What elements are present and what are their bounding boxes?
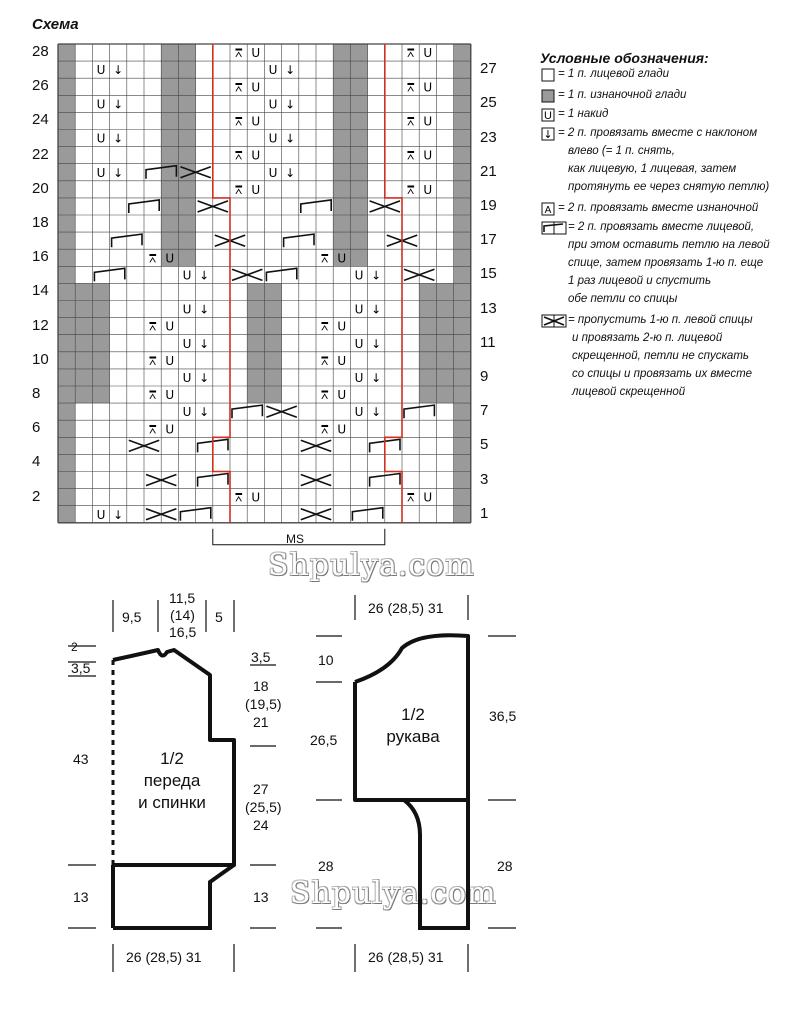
yarn-over-icon: U xyxy=(423,182,433,197)
double-decrease-icon: ⩞ xyxy=(320,422,329,437)
ssk-icon: ↓ xyxy=(285,63,296,78)
yarn-over-icon: U xyxy=(96,131,106,146)
purl-cell xyxy=(58,454,75,471)
ssk-icon: ↓ xyxy=(371,371,382,385)
ssk-icon: ↓ xyxy=(113,97,124,112)
double-decrease-icon: ⩞ xyxy=(406,182,415,197)
legend-line: влево (= 1 п. снять, xyxy=(568,145,675,157)
double-decrease-icon: ⩞ xyxy=(406,46,415,61)
yarn-over-icon: U xyxy=(165,388,175,403)
double-decrease-icon: ⩞ xyxy=(234,182,243,197)
row-number: 23 xyxy=(480,128,497,146)
dim-sleeve-right-1: 36,5 xyxy=(489,708,517,724)
yarn-over-icon: U xyxy=(96,507,106,522)
row-number: 13 xyxy=(480,299,497,317)
dim-sleeve-left-1: 10 xyxy=(318,652,334,668)
double-decrease-icon: ⩞ xyxy=(406,490,415,505)
ssk-icon: ↓ xyxy=(199,336,210,351)
yarn-over-icon: U xyxy=(354,371,364,385)
sleeve-piece-label xyxy=(366,704,460,748)
purl-cell xyxy=(58,489,75,506)
yarn-over-icon: U xyxy=(337,388,347,403)
legend-line: = пропустить 1-ю п. левой спицы xyxy=(568,314,753,326)
ssk-icon: ↓ xyxy=(371,405,382,420)
yarn-over-icon: U xyxy=(182,302,192,317)
yarn-over-icon: U xyxy=(354,336,364,351)
yarn-over-icon: U xyxy=(165,319,175,334)
yarn-over-icon: U xyxy=(423,80,433,95)
ssk-icon: ↓ xyxy=(371,336,382,351)
purl-cell xyxy=(454,506,471,523)
body-label-fraction: 1/2 xyxy=(160,749,184,768)
sleeve-label-fraction: 1/2 xyxy=(401,705,425,724)
legend-title: Условные обозначения: xyxy=(540,50,709,66)
purl-cell xyxy=(58,420,75,437)
legend-line: = 2 п. провязать вместе изнаночной xyxy=(558,202,759,214)
legend-line: = 2 п. провязать вместе лицевой, xyxy=(568,221,755,233)
row-number: 22 xyxy=(32,145,49,163)
dim-body-right-7: 24 xyxy=(253,817,269,833)
yarn-over-icon: U xyxy=(268,131,278,146)
double-decrease-icon: ⩞ xyxy=(234,46,243,61)
ssk-icon: ↓ xyxy=(199,268,210,283)
yarn-over-icon: U xyxy=(251,114,261,129)
double-decrease-icon: ⩞ xyxy=(148,319,157,334)
yarn-over-icon: U xyxy=(251,148,261,163)
row-number: 20 xyxy=(32,179,49,197)
dim-body-right-5: 27 xyxy=(253,781,269,797)
purl-cell xyxy=(58,472,75,489)
yarn-over-icon: U xyxy=(337,251,347,266)
yarn-over-icon: U xyxy=(423,114,433,129)
legend-line: = 2 п. провязать вместе с наклоном xyxy=(558,127,758,139)
ssk-icon: ↓ xyxy=(371,268,382,283)
double-decrease-icon: ⩞ xyxy=(234,80,243,95)
row-number: 25 xyxy=(480,94,497,112)
legend-line: как лицевую, 1 лицевая, затем xyxy=(568,163,737,175)
dim-body-right-1: 3,5 xyxy=(251,649,271,665)
yarn-over-icon: U xyxy=(165,353,175,368)
row-number: 8 xyxy=(32,385,41,402)
double-decrease-icon: ⩞ xyxy=(320,388,329,403)
row-number: 21 xyxy=(480,162,497,180)
purl-cell xyxy=(454,454,471,471)
double-decrease-icon: ⩞ xyxy=(148,388,157,403)
yarn-over-icon: U xyxy=(182,336,192,351)
dim-body-left-3: 43 xyxy=(73,751,89,767)
purl-cell xyxy=(454,437,471,454)
row-number: 2 xyxy=(32,487,41,505)
purl-cell xyxy=(454,489,471,506)
yarn-over-icon: U xyxy=(251,46,261,61)
row-number: 7 xyxy=(480,402,489,420)
ssk-icon: ↓ xyxy=(285,131,296,146)
yarn-over-icon: U xyxy=(268,63,278,78)
double-decrease-icon: ⩞ xyxy=(406,148,415,163)
dim-body-bottom: 26 (28,5) 31 xyxy=(126,949,202,965)
dim-body-right-2: 18 xyxy=(253,678,269,694)
legend-line: со спицы и провязать их вместе xyxy=(572,368,753,380)
yarn-over-icon: U xyxy=(96,97,106,112)
double-decrease-icon: ⩞ xyxy=(234,114,243,129)
svg-text:A: A xyxy=(544,205,552,216)
dim-sleeve-left-2: 26,5 xyxy=(310,732,338,748)
yarn-over-icon: U xyxy=(251,80,261,95)
row-number: 6 xyxy=(32,419,41,437)
ssk-icon: ↓ xyxy=(113,507,124,522)
ssk-icon: ↓ xyxy=(113,131,124,146)
legend-line: обе петли со спицы xyxy=(568,293,678,305)
row-number: 24 xyxy=(32,111,49,129)
dim-body-right-6: (25,5) xyxy=(245,799,282,815)
dim-sleeve-top: 26 (28,5) 31 xyxy=(368,600,444,616)
yarn-over-icon: U xyxy=(337,422,347,437)
watermark: Shpulya.com xyxy=(268,548,475,583)
purl-square-icon xyxy=(542,90,554,102)
dim-body-neck-3: 16,5 xyxy=(169,624,197,640)
legend-line: протянуть ее через снятую петлю) xyxy=(568,181,770,193)
double-decrease-icon: ⩞ xyxy=(148,422,157,437)
legend-line: = 1 п. изнаночной глади xyxy=(558,89,687,101)
double-decrease-icon: ⩞ xyxy=(148,353,157,368)
row-number: 12 xyxy=(32,316,49,334)
yarn-over-icon: U xyxy=(268,97,278,112)
ssk-icon: ↓ xyxy=(199,405,210,420)
row-number: 14 xyxy=(32,282,49,300)
double-decrease-icon: ⩞ xyxy=(406,80,415,95)
dim-body-top-left: 9,5 xyxy=(122,609,142,625)
legend-line: = 1 накид xyxy=(558,108,609,120)
dim-body-right-8: 13 xyxy=(253,889,269,905)
double-decrease-icon: ⩞ xyxy=(234,148,243,163)
ms-label: MS xyxy=(286,532,304,546)
yarn-over-icon: U xyxy=(337,319,347,334)
yarn-over-icon: U xyxy=(96,165,106,180)
yarn-over-icon: U xyxy=(354,405,364,420)
row-number: 18 xyxy=(32,214,49,231)
double-decrease-icon: ⩞ xyxy=(320,319,329,334)
knit-square-icon xyxy=(542,69,554,81)
dim-body-right-3: (19,5) xyxy=(245,696,282,712)
body-label-line3: и спинки xyxy=(138,793,206,812)
svg-text:↓: ↓ xyxy=(543,128,553,141)
dim-body-right-4: 21 xyxy=(253,714,269,730)
row-number: 16 xyxy=(32,248,49,266)
double-decrease-icon: ⩞ xyxy=(234,490,243,505)
sleeve-label-line2: рукава xyxy=(386,727,440,746)
dim-body-left-1: 2 xyxy=(71,640,78,654)
purl-cell xyxy=(454,420,471,437)
double-decrease-icon: ⩞ xyxy=(406,114,415,129)
row-number: 26 xyxy=(32,77,49,95)
row-number: 5 xyxy=(480,436,489,454)
yarn-over-icon: U xyxy=(182,268,192,283)
row-number: 10 xyxy=(32,350,49,368)
yarn-over-icon: U xyxy=(337,353,347,368)
body-piece-label xyxy=(125,748,219,814)
yarn-over-icon: U xyxy=(96,63,106,78)
dim-body-top-right: 5 xyxy=(215,609,223,625)
yarn-over-icon: U xyxy=(165,251,175,266)
double-decrease-icon: ⩞ xyxy=(148,251,157,266)
purl-cell xyxy=(454,472,471,489)
legend-line: 1 раз лицевой и спустить xyxy=(568,275,712,287)
row-number: 9 xyxy=(480,367,489,385)
ssk-icon: ↓ xyxy=(113,165,124,180)
dim-body-neck-1: 11,5 xyxy=(169,590,196,606)
svg-text:U: U xyxy=(544,110,552,122)
dim-body-left-2: 3,5 xyxy=(71,660,91,676)
ssk-icon: ↓ xyxy=(199,302,210,317)
yarn-over-icon: U xyxy=(165,422,175,437)
row-number: 11 xyxy=(480,333,496,351)
ssk-icon: ↓ xyxy=(371,302,382,317)
dim-sleeve-bottom: 26 (28,5) 31 xyxy=(368,949,444,965)
dim-sleeve-right-2: 28 xyxy=(497,858,513,874)
ssk-icon: ↓ xyxy=(285,97,296,112)
double-decrease-icon: ⩞ xyxy=(320,353,329,368)
row-number: 3 xyxy=(480,470,489,488)
legend-line: спице, затем провязать 1-ю п. еще xyxy=(568,257,764,269)
double-decrease-icon: ⩞ xyxy=(320,251,329,266)
legend-line: при этом оставить петлю на левой xyxy=(568,239,770,251)
yarn-over-icon: U xyxy=(423,490,433,505)
dim-sleeve-left-3: 28 xyxy=(318,858,334,874)
dim-body-neck-2: (14) xyxy=(170,607,195,623)
legend-line: = 1 п. лицевой глади xyxy=(558,68,669,80)
legend-line: скрещенной, петли не спускать xyxy=(572,350,749,362)
yarn-over-icon: U xyxy=(251,182,261,197)
legend-line: и провязать 2-ю п. лицевой xyxy=(572,332,723,344)
body-label-line2: переда xyxy=(143,771,201,790)
ssk-icon: ↓ xyxy=(199,371,210,385)
chart-title: Схема xyxy=(32,16,79,33)
row-number: 27 xyxy=(480,60,497,78)
yarn-over-icon: U xyxy=(182,371,192,385)
ssk-icon: ↓ xyxy=(113,63,124,78)
yarn-over-icon: U xyxy=(182,405,192,420)
purl-cell xyxy=(58,506,75,523)
row-number: 1 xyxy=(480,504,489,522)
garment-schematics xyxy=(0,580,800,1009)
row-number: 28 xyxy=(32,43,49,60)
yarn-over-icon: U xyxy=(354,302,364,317)
row-number: 17 xyxy=(480,231,497,249)
yarn-over-icon: U xyxy=(268,165,278,180)
row-number: 19 xyxy=(480,196,497,214)
yarn-over-icon: U xyxy=(251,490,261,505)
row-number: 4 xyxy=(32,453,41,471)
yarn-over-icon: U xyxy=(354,268,364,283)
watermark: Shpulya.com xyxy=(290,876,497,911)
ssk-icon: ↓ xyxy=(285,165,296,180)
legend-line: лицевой скрещенной xyxy=(572,386,686,398)
yarn-over-icon: U xyxy=(423,46,433,61)
dim-body-left-4: 13 xyxy=(73,889,89,905)
yarn-over-icon: U xyxy=(423,148,433,163)
row-number: 15 xyxy=(480,265,497,283)
purl-cell xyxy=(58,437,75,454)
